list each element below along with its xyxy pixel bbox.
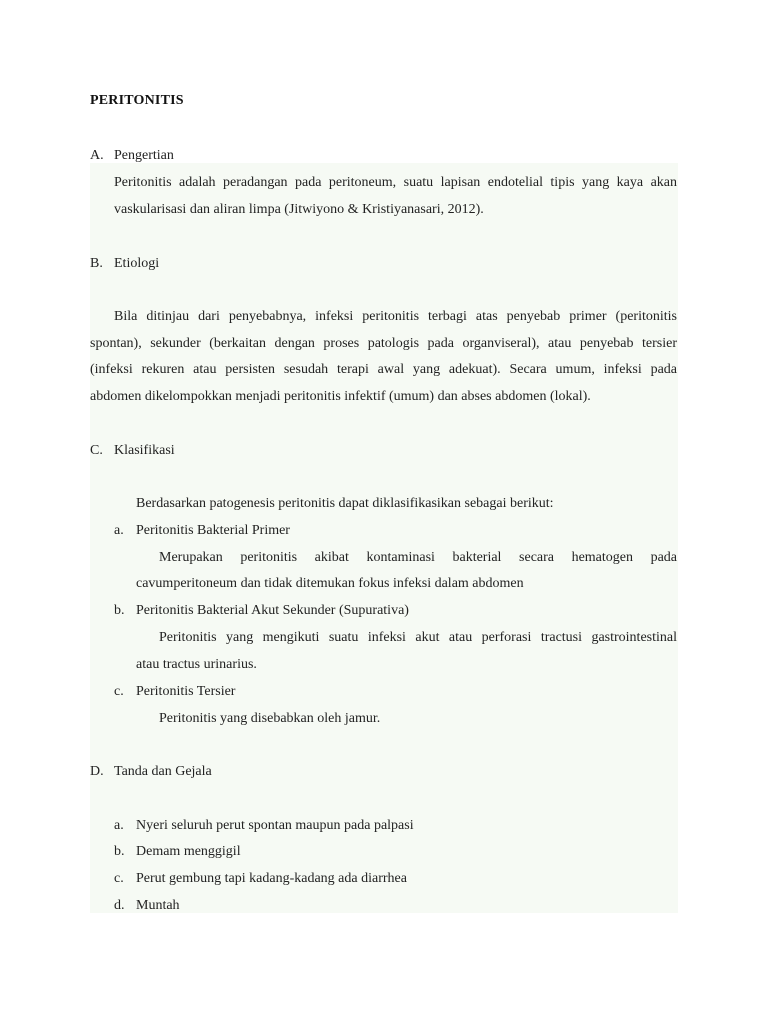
- section-c-heading: Klasifikasi: [114, 443, 175, 458]
- section-b-paragraph-line-4: abdomen dikelompokkan menjadi peritonitis infektif (umum) dan abses abdomen (lokal).: [90, 389, 591, 404]
- list-item-description-line-1: Peritonitis yang disebabkan oleh jamur.: [159, 711, 381, 726]
- list-item-label: Peritonitis Bakterial Primer: [136, 523, 290, 538]
- list-item-marker: a.: [114, 818, 124, 833]
- section-c-marker: C.: [90, 443, 103, 458]
- list-item-label: Demam menggigil: [136, 844, 241, 859]
- section-a-marker: A.: [90, 148, 104, 163]
- section-b-paragraph-line-2: spontan), sekunder (berkaitan dengan proses patologis pada organviseral), atau penyebab tersier: [90, 336, 677, 351]
- section-b-marker: B.: [90, 256, 103, 271]
- list-item-description-line-1: Merupakan peritonitis akibat kontaminasi bakterial secara hematogen pada: [159, 550, 677, 565]
- list-item-marker: b.: [114, 844, 125, 859]
- list-item-marker: c.: [114, 684, 124, 699]
- list-item-marker: a.: [114, 523, 124, 538]
- list-item-label: Nyeri seluruh perut spontan maupun pada palpasi: [136, 818, 414, 833]
- list-item-description-line-1: Peritonitis yang mengikuti suatu infeksi akut atau perforasi tractusi gastrointestinal: [159, 630, 677, 645]
- section-b-paragraph-line-3: (infeksi rekuren atau persisten sesudah terapi awal yang adekuat). Secara umum, infeksi pada: [90, 362, 677, 377]
- list-item-marker: b.: [114, 603, 125, 618]
- section-d-heading: Tanda dan Gejala: [114, 764, 212, 779]
- list-item-label: Muntah: [136, 898, 180, 913]
- section-c-intro: Berdasarkan patogenesis peritonitis dapat diklasifikasikan sebagai berikut:: [136, 496, 554, 511]
- section-a-heading: Pengertian: [114, 148, 174, 163]
- section-a-paragraph-line-2: vaskularisasi dan aliran limpa (Jitwiyono & Kristiyanasari, 2012).: [114, 202, 484, 217]
- section-a-paragraph-line-1: Peritonitis adalah peradangan pada peritoneum, suatu lapisan endotelial tipis yang kaya akan: [114, 175, 677, 190]
- list-item-label: Perut gembung tapi kadang-kadang ada diarrhea: [136, 871, 407, 886]
- document-title: PERITONITIS: [90, 93, 184, 108]
- list-item-marker: c.: [114, 871, 124, 886]
- list-item-description-line-2: cavumperitoneum dan tidak ditemukan fokus infeksi dalam abdomen: [136, 576, 524, 591]
- list-item-label: Peritonitis Tersier: [136, 684, 236, 699]
- section-b-paragraph-line-1: Bila ditinjau dari penyebabnya, infeksi peritonitis terbagi atas penyebab primer (peritonitis: [114, 309, 677, 324]
- section-d-marker: D.: [90, 764, 104, 779]
- list-item-label: Peritonitis Bakterial Akut Sekunder (Supurativa): [136, 603, 409, 618]
- list-item-marker: d.: [114, 898, 125, 913]
- list-item-description-line-2: atau tractus urinarius.: [136, 657, 257, 672]
- section-b-heading: Etiologi: [114, 256, 160, 271]
